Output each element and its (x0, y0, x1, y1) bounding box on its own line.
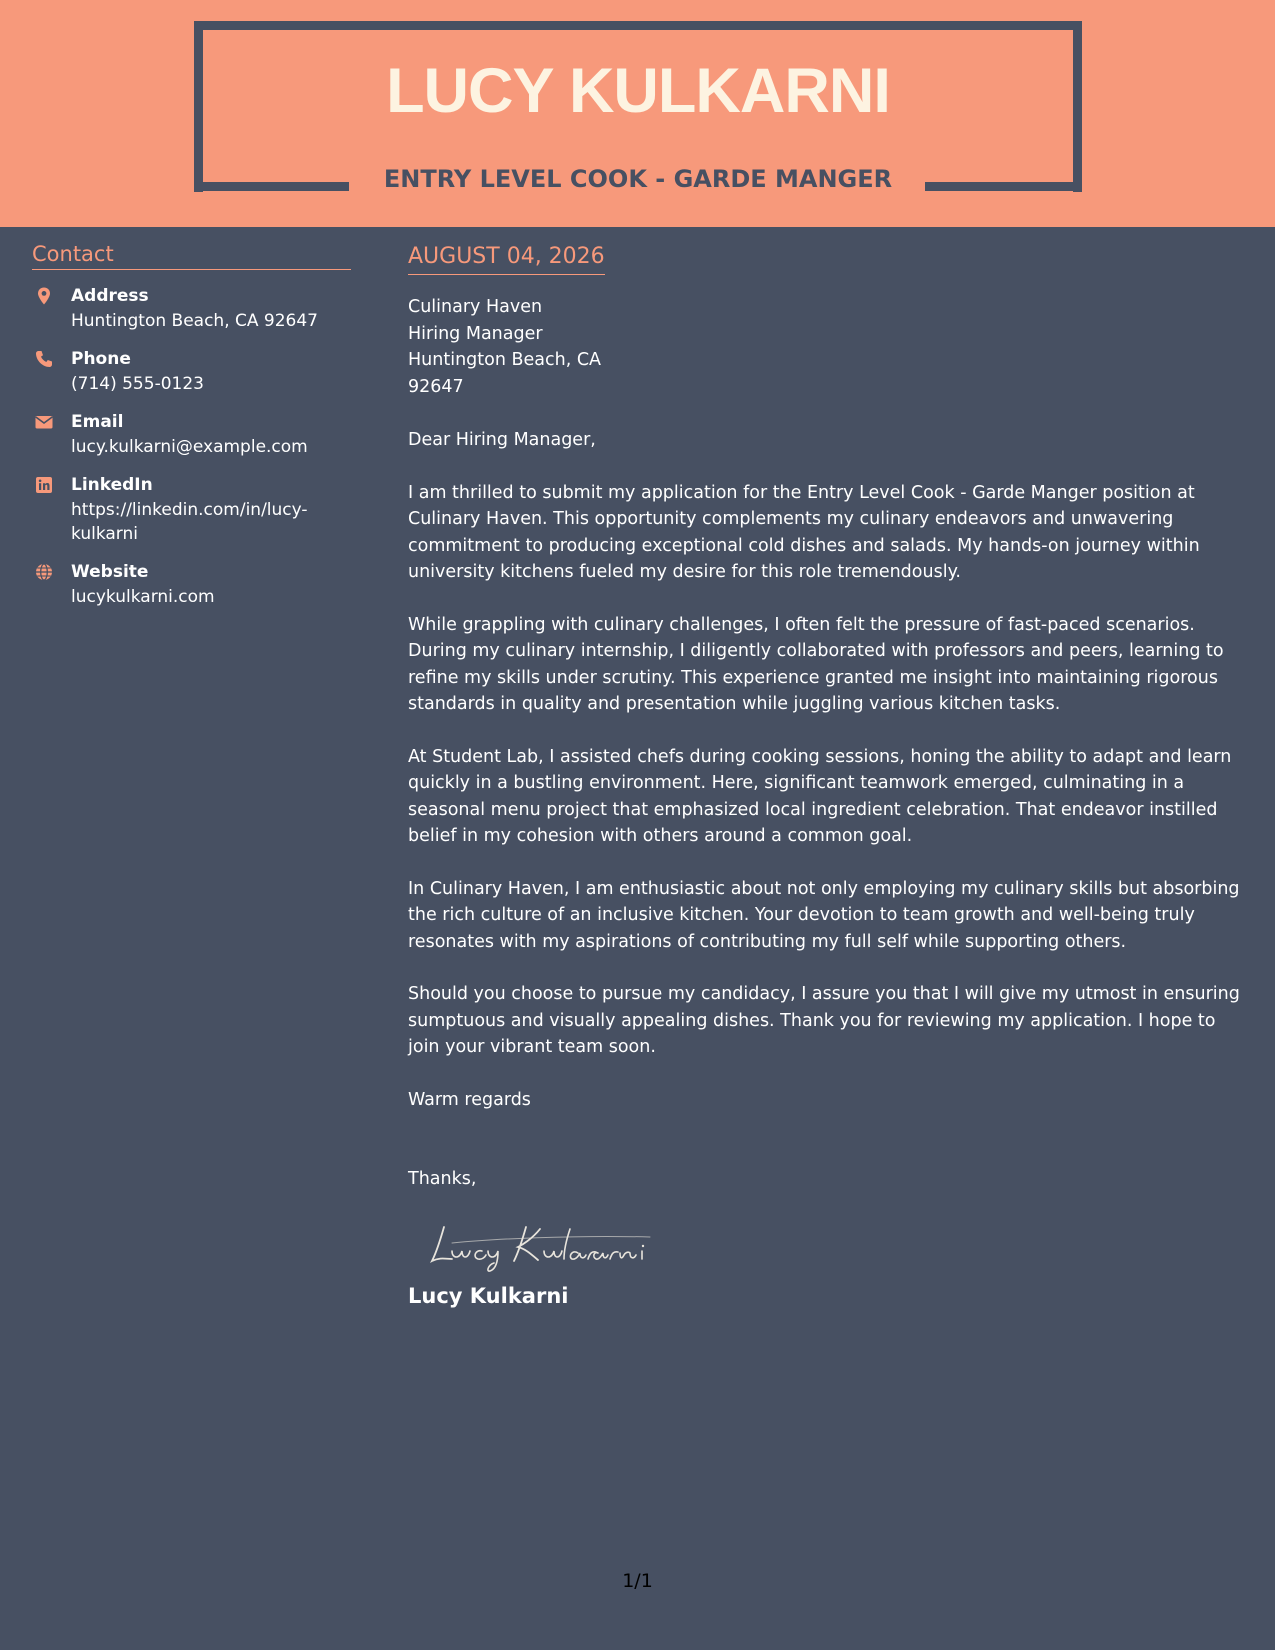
recipient-zip: 92647 (408, 376, 464, 397)
map-pin-icon (34, 286, 54, 306)
letter-paragraph: Should you choose to pursue my candidacy, I assure you that I will give my utmost in ensuring sumptuous and visually appealing dishes. Thank you for reviewing my application. I hope to join your vibrant team soon. (408, 984, 1240, 1058)
contact-address (32, 284, 351, 333)
recipient-city: Huntington Beach, CA (408, 350, 602, 371)
recipient-block (408, 294, 1248, 400)
letter-paragraph: I am thrilled to submit my application for the Entry Level Cook - Garde Manger position at Culinary Haven. This opportunity complements my culinary endeavors and unwavering commitment to producing exceptional cold dishes and salads. My hands-on journey within university kitchens fueled my desire for this role tremendously. (408, 482, 1200, 583)
letter-paragraph: At Student Lab, I assisted chefs during cooking sessions, honing the ability to adapt and learn quickly in a bustling environment. Here, significant teamwork emerged, culminating in a seasonal menu project that emphasized local ingredient celebration. That endeavor instilled belief in my cohesion with others around a common goal. (408, 746, 1232, 847)
phone-icon (34, 349, 54, 369)
contact-label: Email (71, 412, 124, 433)
closing: Warm regards (408, 1089, 531, 1110)
contact-sidebar (32, 243, 351, 609)
letter-paragraph: While grappling with culinary challenges, I often felt the pressure of fast-paced scenarios. During my culinary internship, I diligently collaborated with professors and peers, learning to refine my skills under scrutiny. This experience granted me insight into maintaining rigorous standards in quality and presentation while juggling various kitchen tasks. (408, 614, 1224, 715)
contact-value: lucy.kulkarni@example.com (71, 437, 308, 458)
contact-value: Huntington Beach, CA 92647 (71, 311, 318, 332)
contact-email (32, 410, 351, 459)
recipient-title: Hiring Manager (408, 323, 543, 344)
contact-linkedin (32, 473, 351, 546)
letter-date: AUGUST 04, 2026 (408, 244, 605, 275)
letter-paragraph: In Culinary Haven, I am enthusiastic about not only employing my culinary skills but absorbing the rich culture of an inclusive kitchen. Your devotion to team growth and well-being truly resonates with my aspirations of contributing my full self while supporting others. (408, 878, 1240, 952)
contact-phone (32, 347, 351, 396)
linkedin-icon (34, 475, 54, 495)
globe-icon (34, 562, 54, 582)
linkedin-link[interactable]: https://linkedin.com/in/lucy-kulkarni (71, 500, 308, 545)
applicant-name: LUCY KULKARNI (386, 56, 890, 126)
salutation: Dear Hiring Manager, (408, 430, 596, 451)
envelope-icon (34, 412, 54, 432)
contact-label: Address (71, 286, 149, 307)
header-banner (0, 0, 1275, 227)
handwritten-signature (422, 1215, 1248, 1275)
recipient-company: Culinary Haven (408, 297, 543, 318)
signer-name: Lucy Kulkarni (408, 1283, 569, 1308)
website-link[interactable]: lucykulkarni.com (71, 587, 215, 608)
contact-value: (714) 555-0123 (71, 374, 204, 395)
contact-website (32, 560, 351, 609)
job-title: ENTRY LEVEL COOK - GARDE MANGER (383, 165, 893, 193)
letter-body (408, 244, 1248, 1309)
contact-label: LinkedIn (71, 475, 153, 496)
contact-heading: Contact (32, 243, 351, 270)
page-number: 1/1 (622, 1570, 653, 1592)
thanks: Thanks, (408, 1169, 477, 1190)
contact-label: Phone (71, 349, 131, 370)
contact-label: Website (71, 562, 149, 583)
signature-image (422, 1215, 662, 1275)
